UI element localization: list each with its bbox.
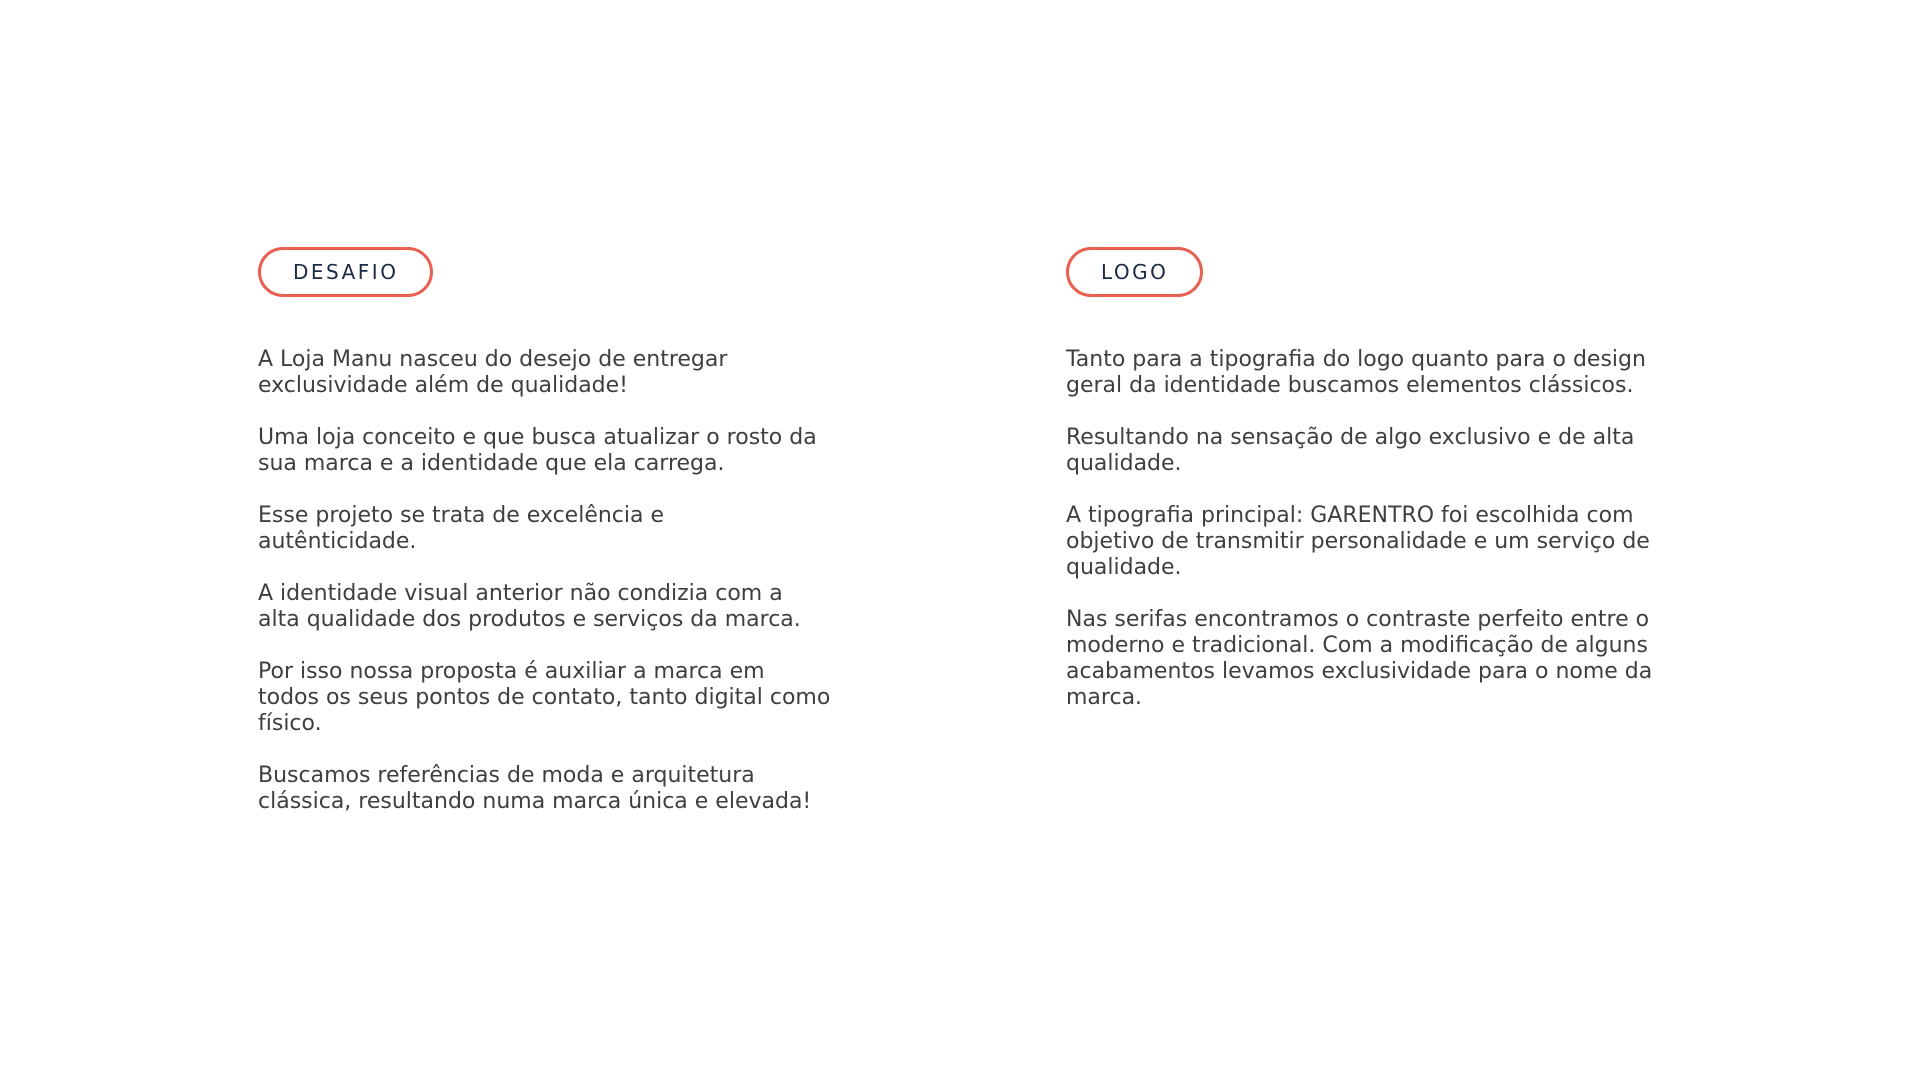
logo-body (1066, 347, 1686, 711)
desafio-section (258, 247, 878, 841)
logo-paragraph: Nas serifas encontramos o contraste perfeito entre o moderno e tradicional. Com a modificação de alguns acabamentos levamos exclusividade para o nome da marca. (1066, 607, 1653, 710)
desafio-tag: DESAFIO (258, 247, 433, 297)
logo-tag: LOGO (1066, 247, 1203, 297)
desafio-paragraph: Esse projeto se trata de excelência e autênticidade. (258, 503, 665, 554)
logo-section (1066, 247, 1686, 737)
logo-paragraph: A tipografia principal: GARENTRO foi escolhida com objetivo de transmitir personalidade e um serviço de qualidade. (1066, 503, 1650, 580)
desafio-body (258, 347, 878, 815)
desafio-paragraph: Uma loja conceito e que busca atualizar o rosto da sua marca e a identidade que ela carrega. (258, 425, 817, 476)
desafio-paragraph: A identidade visual anterior não condizia com a alta qualidade dos produtos e serviços da marca. (258, 581, 801, 632)
logo-paragraph: Resultando na sensação de algo exclusivo e de alta qualidade. (1066, 425, 1635, 476)
logo-paragraph: Tanto para a tipografia do logo quanto para o design geral da identidade buscamos elementos clássicos. (1066, 347, 1646, 398)
desafio-paragraph: Por isso nossa proposta é auxiliar a marca em todos os seus pontos de contato, tanto digital como físico. (258, 659, 831, 736)
desafio-paragraph: A Loja Manu nasceu do desejo de entregar exclusividade além de qualidade! (258, 347, 728, 398)
desafio-paragraph: Buscamos referências de moda e arquitetura clássica, resultando numa marca única e elevada! (258, 763, 812, 814)
